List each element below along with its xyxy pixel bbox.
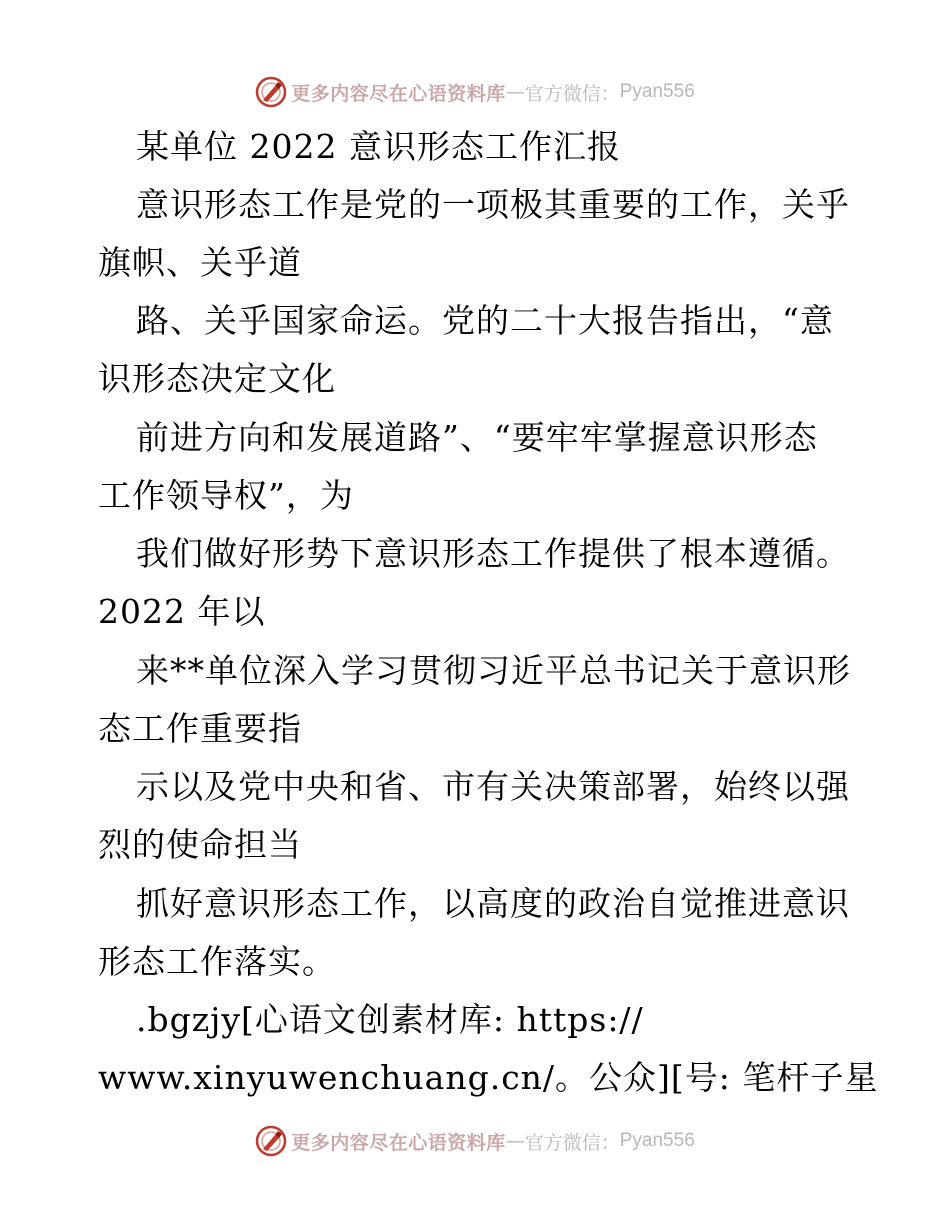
watermark-official-label: 官方微信： [524, 82, 620, 105]
pen-logo-icon [255, 76, 287, 108]
paragraph-line: 工作领导权”，为 [98, 476, 354, 515]
paragraph-line: 路、关乎国家命运。党的二十大报告指出，“意 [136, 301, 834, 340]
header-watermark [0, 72, 950, 112]
document-title: 某单位 2022 意识形态工作汇报 [136, 127, 621, 166]
paragraph-line: 烈的使命担当 [98, 825, 302, 864]
watermark-wechat-id: Pyan556 [619, 1130, 695, 1151]
paragraph-line: 我们做好形势下意识形态工作提供了根本遵循。 [136, 534, 850, 573]
watermark-main-text: 更多内容尽在心语资料库 [291, 1131, 506, 1154]
paragraph-line: .bgzjy[心语文创素材库: https:// [136, 1000, 644, 1039]
paragraph-line: www.xinyuwenchuang.cn/。公众][号: 笔杆子星 [98, 1058, 879, 1097]
paragraph-line: 意识形态工作是党的一项极其重要的工作，关乎 [136, 185, 850, 224]
watermark-dash: — [505, 1130, 525, 1152]
watermark-dash: — [505, 81, 525, 103]
paragraph-line: 2022 年以 [98, 592, 266, 631]
watermark-main-text: 更多内容尽在心语资料库 [291, 82, 506, 105]
pen-logo-icon [255, 1125, 287, 1157]
paragraph-line: 识形态决定文化 [98, 359, 336, 398]
paragraph-line: 旗帜、关乎道 [98, 243, 302, 282]
paragraph-line: 形态工作落实。 [98, 942, 336, 981]
paragraph-line: 抓好意识形态工作，以高度的政治自觉推进意识 [136, 884, 850, 923]
paragraph-line: 来**单位深入学习贯彻习近平总书记关于意识形 [136, 651, 851, 690]
paragraph-line: 态工作重要指 [98, 709, 302, 748]
footer-watermark [0, 1121, 950, 1161]
paragraph-line: 示以及党中央和省、市有关决策部署，始终以强 [136, 767, 850, 806]
paragraph-line: 前进方向和发展道路”、“要牢牢掌握意识形态 [136, 418, 818, 457]
watermark-official-label: 官方微信： [524, 1131, 620, 1154]
watermark-wechat-id: Pyan556 [619, 81, 695, 102]
